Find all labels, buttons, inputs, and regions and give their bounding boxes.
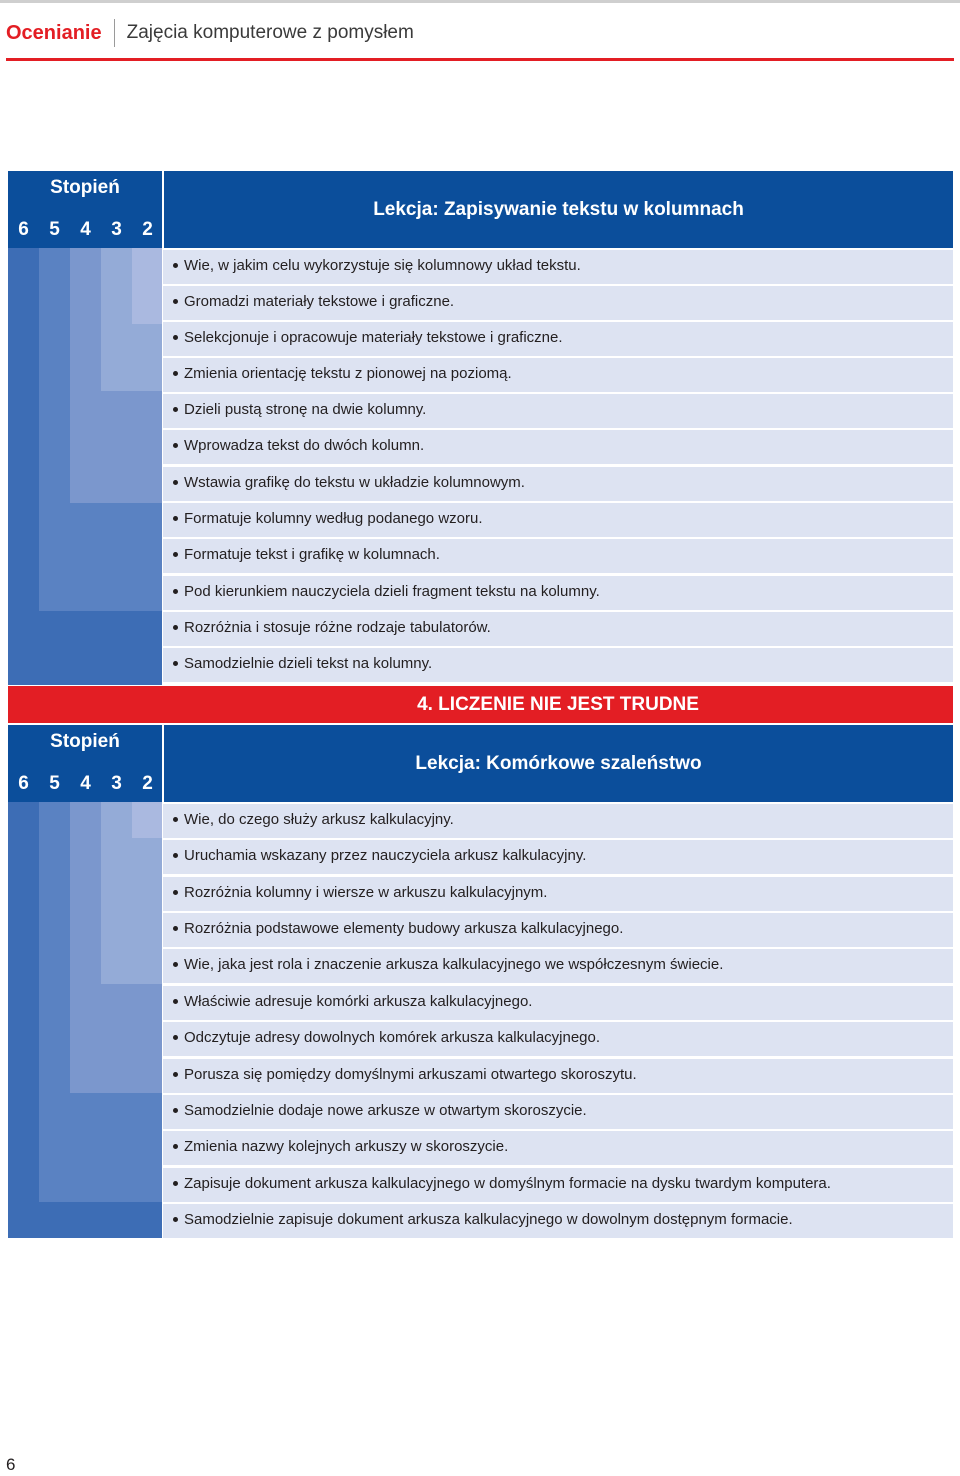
table2-header (8, 725, 953, 802)
stopien-label: Stopień (50, 177, 120, 198)
bullet-icon (173, 1217, 178, 1222)
bullet-icon (173, 589, 178, 594)
criterion-row (163, 840, 953, 874)
book-title: Zajęcia komputerowe z pomysłem (126, 22, 414, 43)
bullet-icon (173, 480, 178, 485)
lesson-title: Lekcja: Komórkowe szaleństwo (415, 753, 702, 774)
grade-2-bar (132, 248, 162, 324)
bullet-icon (173, 1035, 178, 1040)
criterion-row (163, 1204, 953, 1238)
criterion-text: Formatuje kolumny według podanego wzoru. (184, 510, 483, 527)
page-number: 6 (6, 1455, 16, 1474)
grade-3: 3 (111, 219, 122, 240)
section-label: Ocenianie (6, 21, 102, 44)
chapter-heading (8, 686, 953, 723)
criterion-text: Selekcjonuje i opracowuje materiały tekstowe i graficzne. (184, 329, 563, 346)
top-border (0, 0, 960, 3)
criterion-row (163, 986, 953, 1020)
bullet-icon (173, 817, 178, 822)
criterion-text: Pod kierunkiem nauczyciela dzieli fragment tekstu na kolumny. (184, 583, 600, 600)
bullet-icon (173, 263, 178, 268)
page-header (6, 18, 414, 48)
grade-5: 5 (49, 219, 60, 240)
criterion-row (163, 250, 953, 284)
criterion-text: Właściwie adresuje komórki arkusza kalkulacyjnego. (184, 993, 533, 1010)
criterion-row (163, 1168, 953, 1202)
criterion-row (163, 430, 953, 464)
criterion-text: Dzieli pustą stronę na dwie kolumny. (184, 401, 427, 418)
bullet-icon (173, 516, 178, 521)
criterion-row (163, 1022, 953, 1056)
grade-2: 2 (142, 773, 153, 794)
bullet-icon (173, 962, 178, 967)
criterion-row (163, 804, 953, 838)
criterion-row (163, 1059, 953, 1093)
bullet-icon (173, 661, 178, 666)
criterion-text: Samodzielnie dzieli tekst na kolumny. (184, 655, 433, 672)
table1-header (8, 171, 953, 248)
bullet-icon (173, 335, 178, 340)
header-divider (114, 19, 115, 47)
grade-6: 6 (18, 773, 29, 794)
criterion-text: Wie, do czego służy arkusz kalkulacyjny. (184, 811, 454, 828)
criterion-text: Samodzielnie dodaje nowe arkusze w otwartym skoroszycie. (184, 1102, 587, 1119)
grade-2-bar (132, 802, 162, 838)
bullet-icon (173, 1072, 178, 1077)
bullet-icon (173, 926, 178, 931)
criterion-text: Wie, jaka jest rola i znaczenie arkusza kalkulacyjnego we współczesnym świecie. (184, 956, 724, 973)
stopien-label: Stopień (50, 731, 120, 752)
criterion-row (163, 394, 953, 428)
bullet-icon (173, 552, 178, 557)
criterion-row (163, 467, 953, 501)
criterion-row (163, 648, 953, 682)
criterion-text: Rozróżnia i stosuje różne rodzaje tabulatorów. (184, 619, 491, 636)
chapter-title: 4. LICZENIE NIE JEST TRUDNE (417, 694, 699, 715)
bullet-icon (173, 407, 178, 412)
criterion-row (163, 286, 953, 320)
criterion-text: Uruchamia wskazany przez nauczyciela arkusz kalkulacyjny. (184, 847, 587, 864)
criterion-text: Samodzielnie zapisuje dokument arkusza kalkulacyjnego w dowolnym dostępnym formacie. (184, 1211, 793, 1228)
criterion-text: Rozróżnia kolumny i wiersze w arkuszu kalkulacyjnym. (184, 884, 548, 901)
criterion-text: Wprowadza tekst do dwóch kolumn. (184, 437, 425, 454)
grade-2: 2 (142, 219, 153, 240)
grade-4: 4 (80, 219, 91, 240)
criterion-text: Odczytuje adresy dowolnych komórek arkusza kalkulacyjnego. (184, 1029, 601, 1046)
criterion-row (163, 1131, 953, 1165)
criterion-row (163, 358, 953, 392)
criterion-row (163, 913, 953, 947)
criterion-row (163, 877, 953, 911)
bullet-icon (173, 1181, 178, 1186)
criterion-text: Zapisuje dokument arkusza kalkulacyjnego w domyślnym formacie na dysku twardym komputera. (184, 1175, 831, 1192)
criterion-text: Wie, w jakim celu wykorzystuje się kolumnowy układ tekstu. (184, 257, 581, 274)
criterion-text: Porusza się pomiędzy domyślnymi arkuszami otwartego skoroszytu. (184, 1066, 637, 1083)
lesson-title: Lekcja: Zapisywanie tekstu w kolumnach (373, 199, 744, 220)
bullet-icon (173, 1108, 178, 1113)
grade-6: 6 (18, 219, 29, 240)
grade-5: 5 (49, 773, 60, 794)
bullet-icon (173, 371, 178, 376)
bullet-icon (173, 1144, 178, 1149)
bullet-icon (173, 853, 178, 858)
header-rule (6, 58, 954, 61)
criterion-text: Zmienia nazwy kolejnych arkuszy w skoroszycie. (184, 1138, 509, 1155)
criterion-row (163, 503, 953, 537)
grade-3: 3 (111, 773, 122, 794)
criterion-row (163, 1095, 953, 1129)
bullet-icon (173, 999, 178, 1004)
criterion-row (163, 539, 953, 573)
grade-4: 4 (80, 773, 91, 794)
criterion-text: Gromadzi materiały tekstowe i graficzne. (184, 293, 455, 310)
bullet-icon (173, 299, 178, 304)
criterion-row (163, 322, 953, 356)
bullet-icon (173, 625, 178, 630)
grade-scale (8, 773, 162, 797)
criterion-text: Formatuje tekst i grafikę w kolumnach. (184, 546, 440, 563)
criterion-row (163, 612, 953, 646)
bullet-icon (173, 890, 178, 895)
criterion-text: Rozróżnia podstawowe elementy budowy arkusza kalkulacyjnego. (184, 920, 624, 937)
criterion-text: Zmienia orientację tekstu z pionowej na poziomą. (184, 365, 512, 382)
bullet-icon (173, 443, 178, 448)
criterion-row (163, 576, 953, 610)
criterion-text: Wstawia grafikę do tekstu w układzie kolumnowym. (184, 474, 525, 491)
criterion-row (163, 949, 953, 983)
grade-scale (8, 219, 162, 243)
